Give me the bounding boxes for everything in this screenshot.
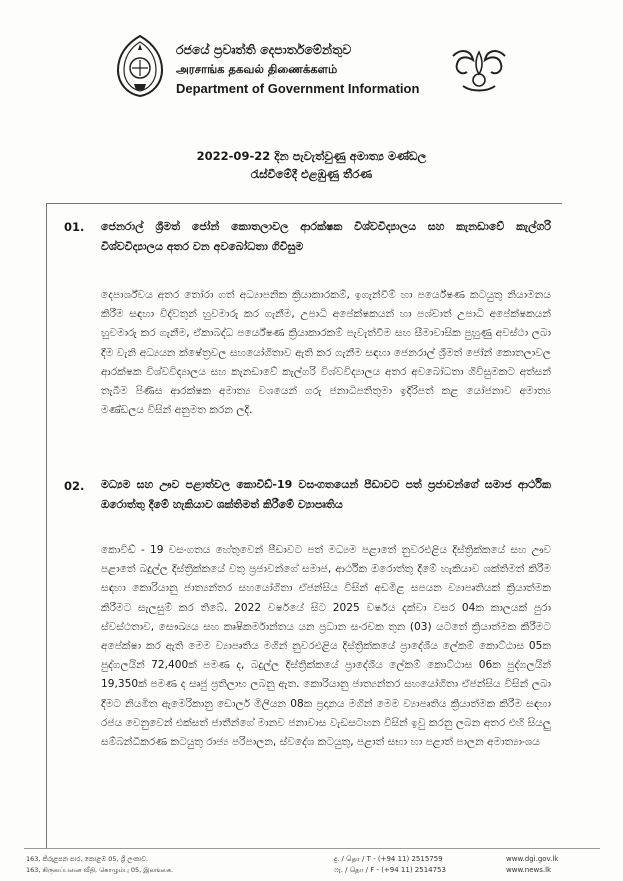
org-name-sinhala: රජයේ ප්‍රවෘත්ති දෙපාර්තමේන්තුව <box>176 42 352 57</box>
footer-website-dgi[interactable]: www.dgi.gov.lk <box>506 855 559 863</box>
footer-fax: ෆැ. / தொ / F - (+94 11) 2514753 <box>334 866 446 874</box>
footer-divider <box>24 848 600 849</box>
org-name-tamil: அரசாங்க தகவல் திணைக்களம் <box>176 62 338 76</box>
content-frame-left <box>46 203 47 848</box>
document-title-date: 2022-09-22 දින පැවැත්වුණු අමාත්‍ය මණ්ඩල <box>196 149 427 163</box>
item-title: මධ්‍යම සහ ඌව පළාත්වල කොවිඩ්-19 වසංගතයෙන් පීඩාවට පත් ප්‍රජාවන්ගේ සමාජ ආර්ථික ඔරොත්තු දීමේ හැකියාව ශක්තිමත් කිරීමේ ව්‍යාපෘතිය <box>101 478 551 511</box>
department-logo-icon <box>447 46 511 94</box>
item-title: ජෙනරාල් ශ්‍රීමත් ජෝන් කොතලාවල ආරක්ෂක විශ්වවිද්‍යාලය සහ කැනඩාවේ කැල්ගරි විශ්වවිද්‍යාලය අතර වන අවබෝධතා ගිවිසුම <box>101 220 551 253</box>
footer-address-sinhala: 163, කිරුළපන පාර, කොළඹ 05, ශ්‍රී ලංකාව. <box>26 855 149 863</box>
item-number: 02. <box>64 479 85 493</box>
footer-telephone: දු. / தொ / T - (+94 11) 2515759 <box>334 855 443 863</box>
content-frame-top <box>46 203 562 204</box>
item-body: දෙපාර්ශ්වය අතර තෝරා ගත් අධ්‍යාපනික ක්‍රියාකාරකම්, ඉගැන්වීම් හා පර්යේෂණ කටයුතු නියාමනය කිරීම සඳහා විද්වතුන් හුවමාරු කර ගැනීම, උපාධි අපේක්ෂකයන් හා පශ්චාත් උපාධි අපේක්ෂකයන් හුවමාරු කර ගැනීම, ඒකාබද්ධ පර්යේෂණ ක්‍රියාකාරකම් පැවැත්වීම සහ සීමාවාසික පුහුණු අවස්ථා ලබා දීම වැනි අධ්‍යයන ක්ෂේත්‍රවල සහයෝගිතාව ඇති කර ගැනීම සඳහා ජෙනරාල් ශ්‍රීමත් ජෝන් කොතලාවල ආරක්ෂක විශ්වවිද්‍යාලය සහ කැනඩාවේ කැල්ගරි විශ්වවිද්‍යාලය අතර අවබෝධතා ගිවිසුමකට අත්සන් තැබීම පිණිස ආරක්ෂක අමාත්‍ය වශයෙන් ගරු ජනාධිපතිතුමා ඉදිරිපත් කළ යෝජනාව අමාත්‍ය මණ්ඩලය විසින් අනුමත කරන ලදි. <box>101 289 551 417</box>
footer-address-tamil: 163, கிருலப்பனை வீதி, கொழும்பு 05, இலங்கை. <box>26 866 174 874</box>
government-emblem-icon <box>112 34 168 98</box>
item-body: කොවිඩ් - 19 වසංගතය හේතුවෙන් පීඩාවට පත් මධ්‍යම පළාතේ නුවරඑළිය දිස්ත්‍රික්කයේ සහ ඌව පළාතේ බදුල්ල දිස්ත්‍රික්කයේ වතු ප්‍රජාවන්ගේ සමාජ, ආර්ථික ඔරොත්තු දීමේ හැකියාව ශක්තිමත් කිරීම සඳහා කොරියානු ජාත්‍යන්තර සහයෝගිතා ඒජන්සිය විසින් අඩමිළ සපයන ව්‍යාපෘතියක් ක්‍රියාත්මක කිරීමට සැලසුම් කර තිබේ. 2022 වර්ෂයේ සිට 2025 වර්ෂය දක්වා වසර 04ක කාලයක් පුරා ස්වස්ථතාව, සෞඛ්‍යය සහ කෘෂිකර්මාන්තය යන ප්‍රධාන සංරචක තුන (03) යටතේ ක්‍රියාත්මක කිරීමට අපේක්ෂා කර ඇති මෙම ව්‍යාපෘතිය මගින් නුවරඑළිය දිස්ත්‍රික්කයේ ප්‍රාදේශීය ලේකම් කොට්ඨාස 05ක පුද්ගලයින් 72,400ක් පමණ ද, බදුල්ල දිස්ත්‍රික්කයේ ප්‍රාදේශීය ලේකම් කොට්ඨාස 06ක පුද්ගලයින් 19,350ක් පමණ ද සෘජු ප්‍රතිලාභ ලබනු ඇත. කොරියානු ජාත්‍යන්තර සහයෝගිතා ඒජන්සිය විසින් ලබා දීමට නියමිත ඇමෙරිකානු ඩොලර් මිලියන 08ක ප්‍රදානය මගින් මෙම ව්‍යාපෘතිය ක්‍රියාත්මක කිරීම සඳහා රජය වෙනුවෙන් එක්සත් ජාතීන්ගේ මානව ජනාවාස වැඩසටහන විසින් ඉවු කරනු ලබන අතර එහි සියලු සම්බන්ධීකරණ කටයුතු රාජ්‍ය පරිපාලන, ස්වදේශ කටයුතු, පළාත් සභා හා පළාත් පාලන අමාත්‍යාංශය <box>101 544 551 749</box>
footer-website-news[interactable]: www.news.lk <box>506 866 552 874</box>
item-number: 01. <box>64 220 85 234</box>
document-title: රැස්වීමේදී එළඹුණු තීරණ <box>250 167 373 181</box>
org-name-english: Department of Government Information <box>176 81 420 96</box>
